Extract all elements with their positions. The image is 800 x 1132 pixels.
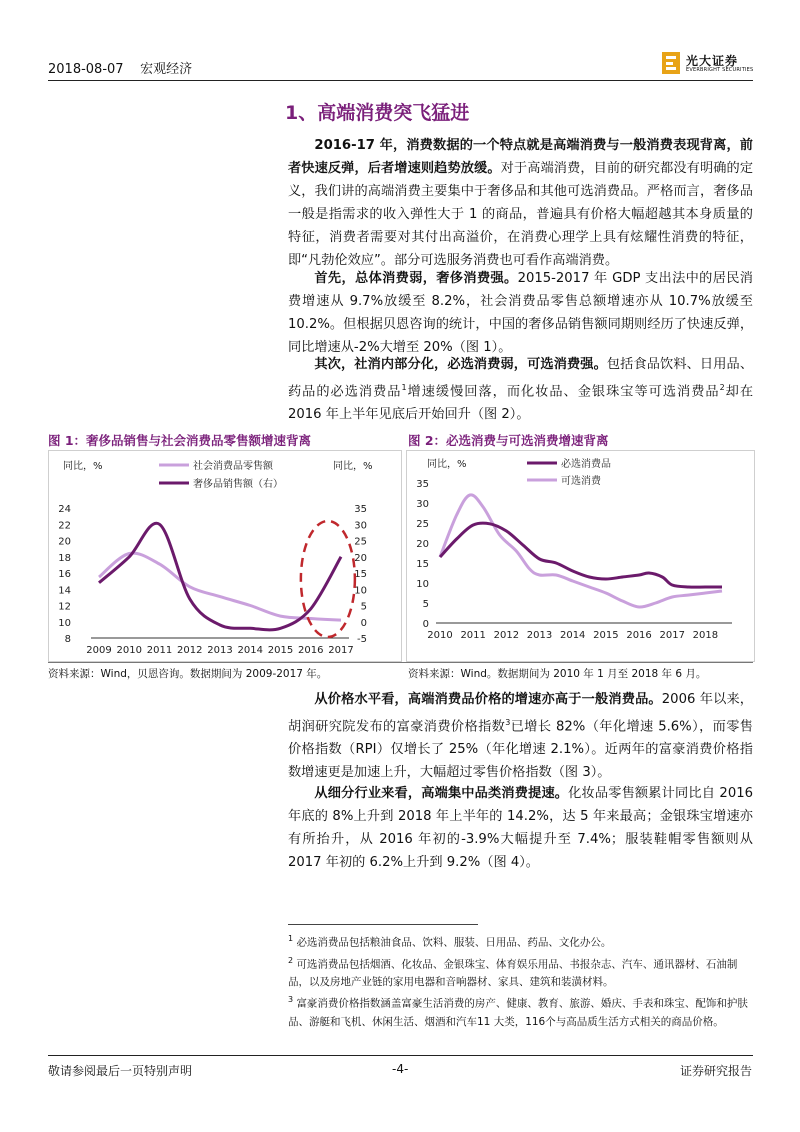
paragraph-4 <box>288 688 753 784</box>
fig1-left-tick-label: 24 <box>58 504 71 515</box>
fig1-right-tick-label: 35 <box>354 504 367 515</box>
figure1-source: 资料来源：Wind，贝恩咨询。数据期间为 2009-2017 年。 <box>48 668 328 680</box>
p4-lead: 从价格水平看，高端消费品价格的增速亦高于一般消费品。 <box>314 692 662 707</box>
fig1-left-tick-label: 16 <box>58 569 71 580</box>
fig1-right-tick-label: 0 <box>360 617 367 629</box>
footnote-2 <box>288 952 753 992</box>
brand-logo-icon <box>662 52 680 74</box>
fig2-y-tick-label: 20 <box>416 539 429 550</box>
figure1-svg <box>49 451 401 661</box>
fig1-left-tick-label: 8 <box>64 634 71 645</box>
p3-lead: 其次，社消内部分化，必选消费弱，可选消费强。 <box>314 357 607 372</box>
fig2-y-tick-label: 15 <box>416 559 429 570</box>
source-divider <box>48 662 753 663</box>
paragraph-2 <box>288 267 753 359</box>
paragraph-3 <box>288 353 753 426</box>
fig1-series-luxury-line <box>99 523 341 630</box>
report-date: 2018-08-07 <box>48 62 124 77</box>
fig1-left-tick-label: 12 <box>58 601 71 613</box>
fig2-y-tick-label: 25 <box>416 519 429 530</box>
p5-body: 化妆品零售额累计同比自 2016 年底的 8%上升到 2018 年上半年的 14.2%，达 5 年来最高；金银珠宝增速亦有所抬升，从 2016 年初的-3.9%大幅提升至 7.4%；服装鞋帽零售额则从 2017 年初的 6.2%上升到 9.2%（图 4）。 <box>288 786 753 870</box>
fig2-x-tick-label: 2015 <box>593 630 619 641</box>
fig1-right-tick-label: 15 <box>354 569 367 580</box>
fig2-legend-label-discretionary: 可选消费 <box>561 476 601 487</box>
fig2-legend-label-necessity: 必选消费品 <box>561 459 611 470</box>
report-header <box>48 58 192 77</box>
fig2-y-tick-label: 30 <box>416 499 429 510</box>
fig1-legend-label-luxury: 奢侈品销售额（右） <box>193 479 283 490</box>
fig1-left-tick-label: 20 <box>58 536 71 548</box>
footnote-divider <box>288 924 478 925</box>
figure2-source: 资料来源：Wind。数据期间为 2010 年 1 月至 2018 年 6 月。 <box>408 668 707 680</box>
fig1-x-tick-label: 2017 <box>328 645 354 656</box>
fig1-legend-label-retail: 社会消费品零售额 <box>193 461 273 472</box>
fig1-right-tick-label: 25 <box>354 536 367 548</box>
fig2-x-tick-label: 2010 <box>427 630 453 641</box>
p4-body-b: 已增长 82%（年化增速 5.6%），而零售价格指数（RPI）仅增长了 25%（年化增速 2.1%）。近两年的富豪消费价格指数增速更是加速上升，大幅超过零售价格指数（图 3）。 <box>288 719 753 781</box>
page-number: -4- <box>392 1062 409 1076</box>
report-category: 宏观经济 <box>140 62 193 77</box>
fig1-right-axis-unit: 同比，% <box>333 461 373 472</box>
footnote-3-text: 富豪消费价格指数涵盖富豪生活消费的房产、健康、教育、旅游、婚庆、手表和珠宝、配饰和护肤品、游艇和飞机、休闲生活、烟酒和汽车11 大类，116个与高品质生活方式相关的商品价格。 <box>288 997 748 1028</box>
footnote-2-number: 2 <box>288 955 294 965</box>
fig1-right-tick-label: 10 <box>354 585 367 597</box>
p1-body: 对于高端消费，目前的研究都没有明确的定义，我们讲的高端消费主要集中于奢侈品和其他可选消费品。严格而言，奢侈品一般是指需求的收入弹性大于 1 的商品，普遍具有价格大幅超越其本身质量的特征，消费者需要对其付出高溢价，在消费心理学上具有炫耀性消费的特征，即“凡勃伦效应”。部分可选服务消费也可看作高端消费。 <box>288 161 754 268</box>
figure1-chart <box>48 450 402 662</box>
p3-body-a: 包括食品饮料、日用品、药品的必选消费品 <box>288 357 754 400</box>
p5-lead: 从细分行业来看，高端集中品类消费提速。 <box>314 786 569 801</box>
fig2-x-tick-label: 2017 <box>659 630 685 641</box>
p3-body-c: 却在 2016 年上半年见底后开始回升（图 2）。 <box>288 384 754 423</box>
figure2-chart <box>406 450 755 662</box>
fig1-x-tick-label: 2009 <box>86 645 112 656</box>
fig2-y-tick-label: 35 <box>416 479 429 490</box>
fig1-x-tick-label: 2012 <box>177 645 203 656</box>
fig2-x-tick-label: 2013 <box>526 630 553 641</box>
fig2-x-tick-label: 2014 <box>559 630 586 641</box>
fig1-left-tick-label: 10 <box>58 617 71 629</box>
fig1-left-tick-label: 14 <box>58 585 71 597</box>
fig2-y-tick-label: 5 <box>422 599 429 610</box>
footer-disclaimer: 敬请参阅最后一页特别声明 <box>48 1064 193 1078</box>
footnote-1-number: 1 <box>288 934 294 943</box>
fig2-y-tick-label: 10 <box>416 579 429 590</box>
p3-body-b: 增速缓慢回落，而化妆品、金银珠宝等可选消费品 <box>406 384 720 400</box>
fig2-x-tick-label: 2012 <box>493 630 520 641</box>
footnote-3-number: 3 <box>288 995 294 1004</box>
fig1-right-tick-label: 5 <box>360 601 367 613</box>
fig2-series-discretionary-line <box>440 495 722 607</box>
fig1-right-tick-label: 30 <box>354 520 367 532</box>
brand-name-cn: 光大证券 <box>686 54 739 68</box>
p4-body-a: 2006 年以来，胡润研究院发布的富豪消费价格指数 <box>288 692 753 735</box>
footnote-ref-3: 3 <box>505 718 511 727</box>
footnote-3 <box>288 991 753 1031</box>
footnote-ref-2: 2 <box>719 383 725 392</box>
header-divider <box>48 80 753 81</box>
fig2-series-necessity-line <box>440 523 722 587</box>
fig1-right-tick-label: -5 <box>357 634 367 645</box>
footer-report-type: 证券研究报告 <box>680 1064 753 1078</box>
fig1-x-tick-label: 2011 <box>146 645 173 656</box>
fig2-y-tick-label: 0 <box>422 619 429 630</box>
footnote-2-text: 可选消费品包括烟酒、化妆品、金银珠宝、体育娱乐用品、书报杂志、汽车、通讯器材、石油制品，以及房地产业链的家用电器和音响器材、家具、建筑和装潢材料。 <box>288 958 738 988</box>
figure2-svg <box>407 451 754 661</box>
fig1-x-tick-label: 2013 <box>207 645 233 656</box>
paragraph-1 <box>288 134 753 272</box>
fig1-left-tick-label: 22 <box>58 520 71 532</box>
brand-logo <box>662 50 754 76</box>
fig1-x-tick-label: 2010 <box>116 645 142 656</box>
footnotes <box>288 930 753 1031</box>
fig1-x-tick-label: 2015 <box>267 645 294 656</box>
fig2-x-tick-label: 2011 <box>460 630 486 641</box>
fig1-x-tick-label: 2014 <box>237 645 263 656</box>
p2-body: 2015-2017 年 GDP 支出法中的居民消费增速从 9.7%放缓至 8.2%，社会消费品零售总额增速亦从 10.7%放缓至 10.2%。但根据贝恩咨询的统计，中国的奢侈品销售额同期则经历了快速反弹，同比增速从-2%大增至 20%（图 1）。 <box>288 271 753 355</box>
paragraph-5 <box>288 782 753 874</box>
figure1-title: 图 1：奢侈品销售与社会消费品零售额增速背离 <box>48 433 312 448</box>
fig2-y-axis-unit: 同比，% <box>427 459 467 470</box>
footnote-1-text: 必选消费品包括粮油食品、饮料、服装、日用品、药品、文化办公。 <box>296 936 612 949</box>
fig1-right-tick-label: 20 <box>354 552 367 564</box>
fig1-x-tick-label: 2016 <box>298 645 324 656</box>
footnote-1 <box>288 930 753 952</box>
section-title: 1、高端消费突飞猛进 <box>285 102 470 124</box>
fig2-x-tick-label: 2016 <box>626 630 652 641</box>
footnote-ref-1: 1 <box>401 383 407 392</box>
figure2-title: 图 2：必选消费与可选消费增速背离 <box>408 433 609 448</box>
p2-lead: 首先，总体消费弱，奢侈消费强。 <box>314 271 518 286</box>
brand-name-en: EVERBRIGHT SECURITIES <box>686 67 754 73</box>
fig1-left-tick-label: 18 <box>58 552 71 564</box>
p1-lead: 2016-17 年，消费数据的一个特点就是高端消费与一般消费表现背离，前者快速反弹，后者增速则趋势放缓。 <box>288 138 753 176</box>
fig2-x-tick-label: 2018 <box>692 630 719 641</box>
fig1-left-axis-unit: 同比，% <box>63 461 103 472</box>
footer-divider <box>48 1055 753 1056</box>
